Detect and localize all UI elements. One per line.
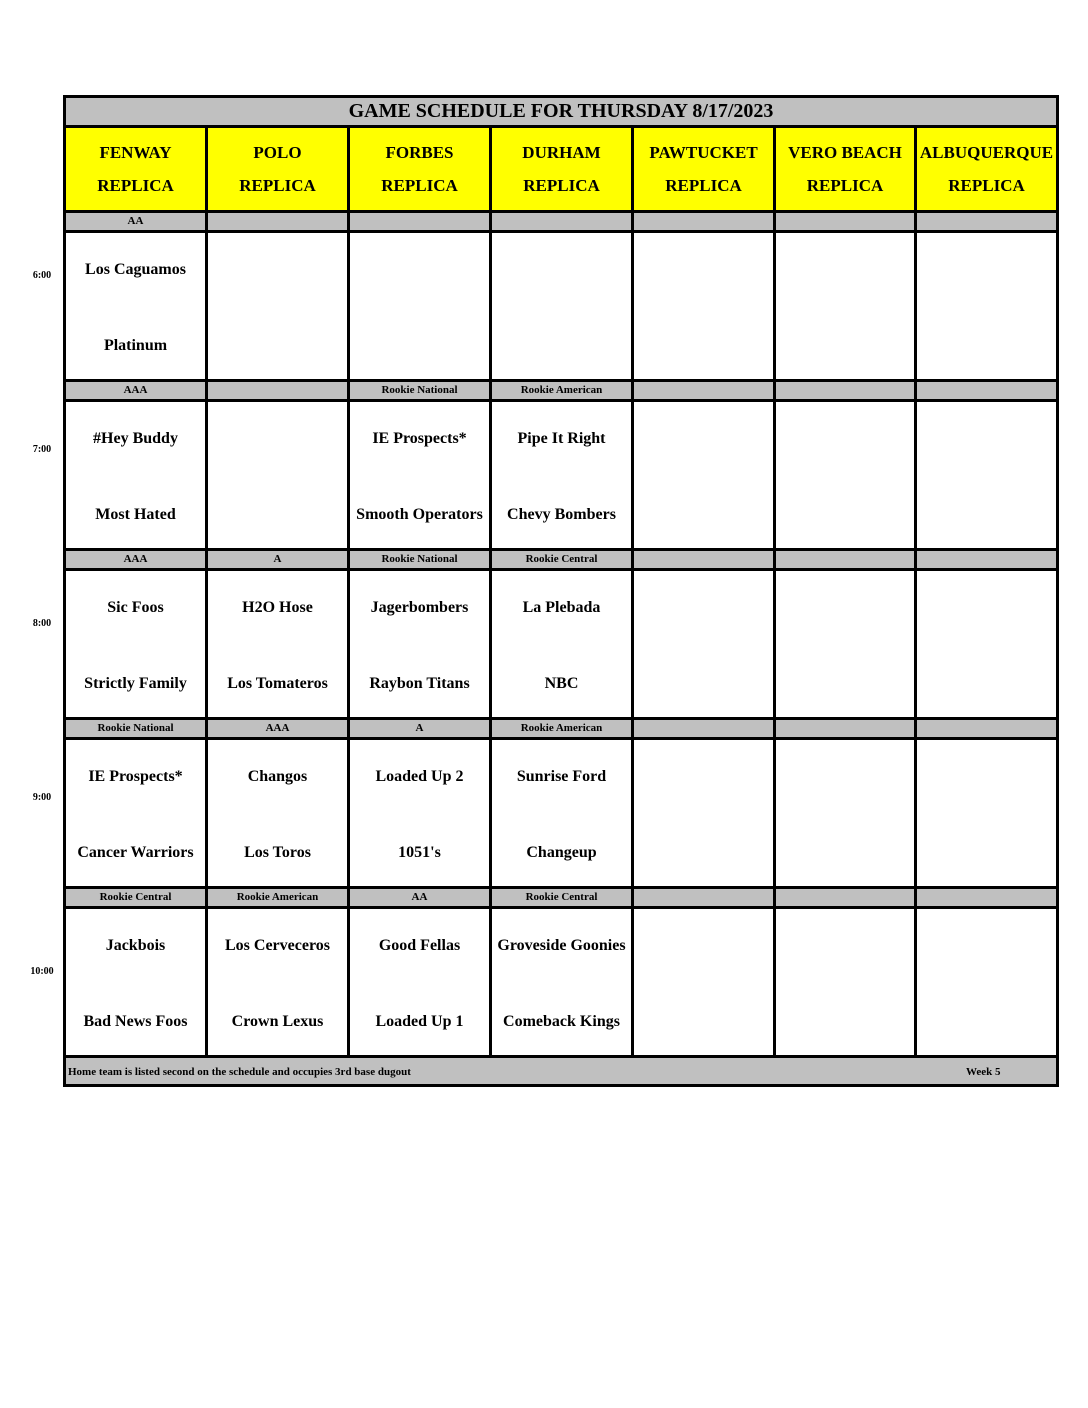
division-label: AA <box>349 888 491 908</box>
division-row <box>65 550 1058 570</box>
field-subtitle: REPLICA <box>665 176 742 195</box>
division-label <box>633 888 775 908</box>
home-team <box>634 323 773 367</box>
game-cell <box>491 401 633 550</box>
away-team: IE Prospects* <box>372 429 467 447</box>
away-team: H2O Hose <box>242 598 313 616</box>
home-team <box>492 323 631 367</box>
away-team <box>208 247 347 291</box>
footer-note: Home team is listed second on the schedule and occupies 3rd base dugout <box>68 1066 411 1078</box>
division-label <box>916 719 1058 739</box>
game-cell <box>491 232 633 381</box>
time-slot-label: 8:00 <box>32 618 52 629</box>
division-label <box>633 212 775 232</box>
home-team <box>776 661 914 705</box>
division-row <box>65 719 1058 739</box>
game-cell <box>775 570 916 719</box>
game-cell <box>633 908 775 1057</box>
away-team: Jagerbombers <box>370 598 469 616</box>
division-label <box>775 550 916 570</box>
game-cell <box>916 908 1058 1057</box>
game-row <box>65 908 1058 1057</box>
field-subtitle: REPLICA <box>381 176 458 195</box>
division-label: AAA <box>207 719 349 739</box>
home-team: Strictly Family <box>84 674 187 692</box>
game-cell <box>633 739 775 888</box>
away-team <box>350 247 489 291</box>
field-name: POLO <box>253 143 302 162</box>
division-label <box>916 381 1058 401</box>
away-team: Good Fellas <box>378 936 461 954</box>
division-label: AAA <box>65 381 207 401</box>
away-team <box>917 754 1056 798</box>
home-team: Platinum <box>103 336 168 354</box>
away-team: Loaded Up 2 <box>375 767 464 785</box>
division-row <box>65 888 1058 908</box>
game-cell <box>349 570 491 719</box>
away-team <box>634 754 773 798</box>
home-team: Chevy Bombers <box>507 505 616 523</box>
game-cell <box>207 232 349 381</box>
away-team <box>917 247 1056 291</box>
division-label: A <box>207 550 349 570</box>
home-team <box>350 323 489 367</box>
away-team: La Plebada <box>522 598 601 616</box>
home-team: Bad News Foos <box>83 1012 188 1030</box>
field-subtitle: REPLICA <box>97 176 174 195</box>
away-team: IE Prospects* <box>88 767 183 785</box>
game-cell <box>916 232 1058 381</box>
game-row <box>65 232 1058 381</box>
division-label <box>916 550 1058 570</box>
field-header <box>775 127 916 212</box>
home-team <box>776 830 914 874</box>
home-team <box>634 661 773 705</box>
division-label <box>775 719 916 739</box>
field-header <box>65 127 207 212</box>
division-label: Rookie American <box>207 888 349 908</box>
division-label <box>633 719 775 739</box>
division-label: Rookie National <box>349 381 491 401</box>
game-cell <box>349 232 491 381</box>
game-cell <box>775 401 916 550</box>
home-team: Changeup <box>526 843 597 861</box>
home-team: Comeback Kings <box>503 1012 620 1030</box>
time-slot-label: 6:00 <box>32 270 52 281</box>
field-header-row <box>65 127 1058 212</box>
division-label: A <box>349 719 491 739</box>
field-subtitle: REPLICA <box>806 176 884 195</box>
time-slot-label: 9:00 <box>32 792 52 803</box>
week-label: Week 5 <box>966 1066 1001 1078</box>
home-team: Cancer Warriors <box>77 843 194 861</box>
home-team <box>917 492 1056 536</box>
game-cell <box>916 570 1058 719</box>
home-team: NBC <box>544 674 579 692</box>
home-team: Raybon Titans <box>369 674 470 692</box>
field-subtitle: REPLICA <box>523 176 600 195</box>
field-header <box>633 127 775 212</box>
home-team <box>634 999 773 1043</box>
game-cell <box>65 739 207 888</box>
home-team <box>917 999 1056 1043</box>
away-team <box>776 754 914 798</box>
home-team <box>776 492 914 536</box>
game-cell <box>916 739 1058 888</box>
home-team <box>776 999 914 1043</box>
division-label <box>775 212 916 232</box>
away-team: Changos <box>247 767 308 785</box>
away-team <box>634 416 773 460</box>
time-slot-label: 7:00 <box>32 444 52 455</box>
away-team <box>917 585 1056 629</box>
field-header <box>349 127 491 212</box>
division-label <box>633 381 775 401</box>
game-cell <box>349 401 491 550</box>
home-team <box>634 492 773 536</box>
division-row <box>65 381 1058 401</box>
home-team: Crown Lexus <box>231 1012 324 1030</box>
home-team: 1051's <box>398 843 441 861</box>
division-label: AA <box>65 212 207 232</box>
game-cell <box>207 401 349 550</box>
title-row <box>65 97 1058 127</box>
field-name: VERO BEACH <box>788 143 902 162</box>
division-row <box>65 212 1058 232</box>
home-team: Smooth Operators <box>356 505 483 523</box>
away-team: Sic Foos <box>107 598 164 616</box>
division-label: Rookie Central <box>491 888 633 908</box>
game-cell <box>65 570 207 719</box>
game-cell <box>916 401 1058 550</box>
division-label: Rookie Central <box>65 888 207 908</box>
game-cell <box>349 908 491 1057</box>
away-team <box>634 923 773 967</box>
home-team <box>917 323 1056 367</box>
division-label <box>775 888 916 908</box>
field-name: ALBUQUERQUE <box>919 143 1054 162</box>
game-cell <box>491 570 633 719</box>
field-header <box>207 127 349 212</box>
game-cell <box>65 401 207 550</box>
home-team: Los Tomateros <box>227 674 328 692</box>
field-subtitle: REPLICA <box>948 176 1025 195</box>
division-label: Rookie National <box>65 719 207 739</box>
game-cell <box>633 232 775 381</box>
footer-row <box>65 1057 1058 1086</box>
game-cell <box>775 739 916 888</box>
game-cell <box>207 739 349 888</box>
field-subtitle: REPLICA <box>239 176 316 195</box>
home-team: Loaded Up 1 <box>375 1012 464 1030</box>
game-cell <box>207 570 349 719</box>
division-label <box>491 212 633 232</box>
home-team <box>776 323 914 367</box>
field-name: DURHAM <box>522 143 601 162</box>
division-label <box>349 212 491 232</box>
away-team: Pipe It Right <box>517 429 606 447</box>
division-label <box>207 381 349 401</box>
game-cell <box>633 570 775 719</box>
home-team <box>917 830 1056 874</box>
away-team <box>634 585 773 629</box>
home-team: Most Hated <box>95 505 176 523</box>
away-team <box>917 923 1056 967</box>
division-label: Rookie Central <box>491 550 633 570</box>
away-team <box>776 923 914 967</box>
game-cell <box>65 232 207 381</box>
game-cell <box>775 908 916 1057</box>
division-label: Rookie American <box>491 381 633 401</box>
home-team <box>634 830 773 874</box>
game-cell <box>65 908 207 1057</box>
game-cell <box>775 232 916 381</box>
away-team: #Hey Buddy <box>93 429 178 447</box>
away-team: Jackbois <box>105 936 166 954</box>
division-label <box>633 550 775 570</box>
away-team: Los Caguamos <box>85 260 186 278</box>
home-team <box>917 661 1056 705</box>
division-label: Rookie American <box>491 719 633 739</box>
division-label <box>207 212 349 232</box>
game-cell <box>207 908 349 1057</box>
division-label: AAA <box>65 550 207 570</box>
away-team <box>917 416 1056 460</box>
field-name: FORBES <box>385 143 454 162</box>
division-label <box>916 212 1058 232</box>
game-row <box>65 401 1058 550</box>
footer-cell <box>65 1057 1058 1086</box>
schedule-table <box>63 95 1059 1087</box>
field-name: FENWAY <box>99 143 172 162</box>
away-team <box>776 416 914 460</box>
division-label: Rookie National <box>349 550 491 570</box>
field-header <box>916 127 1058 212</box>
division-label <box>775 381 916 401</box>
away-team <box>776 247 914 291</box>
schedule-title: GAME SCHEDULE FOR THURSDAY 8/17/2023 <box>65 97 1058 127</box>
away-team <box>208 416 347 460</box>
field-header <box>491 127 633 212</box>
home-team <box>208 492 347 536</box>
time-slot-label: 10:00 <box>30 966 54 977</box>
game-cell <box>349 739 491 888</box>
game-cell <box>491 908 633 1057</box>
away-team <box>634 247 773 291</box>
away-team <box>776 585 914 629</box>
field-name: PAWTUCKET <box>649 143 758 162</box>
game-cell <box>491 739 633 888</box>
game-cell <box>633 401 775 550</box>
home-team <box>208 323 347 367</box>
away-team: Groveside Goonies <box>497 936 626 954</box>
division-label <box>916 888 1058 908</box>
away-team <box>492 247 631 291</box>
home-team: Los Toros <box>244 843 311 861</box>
game-row <box>65 570 1058 719</box>
away-team: Sunrise Ford <box>516 767 607 785</box>
away-team: Los Cerveceros <box>225 936 330 954</box>
game-row <box>65 739 1058 888</box>
